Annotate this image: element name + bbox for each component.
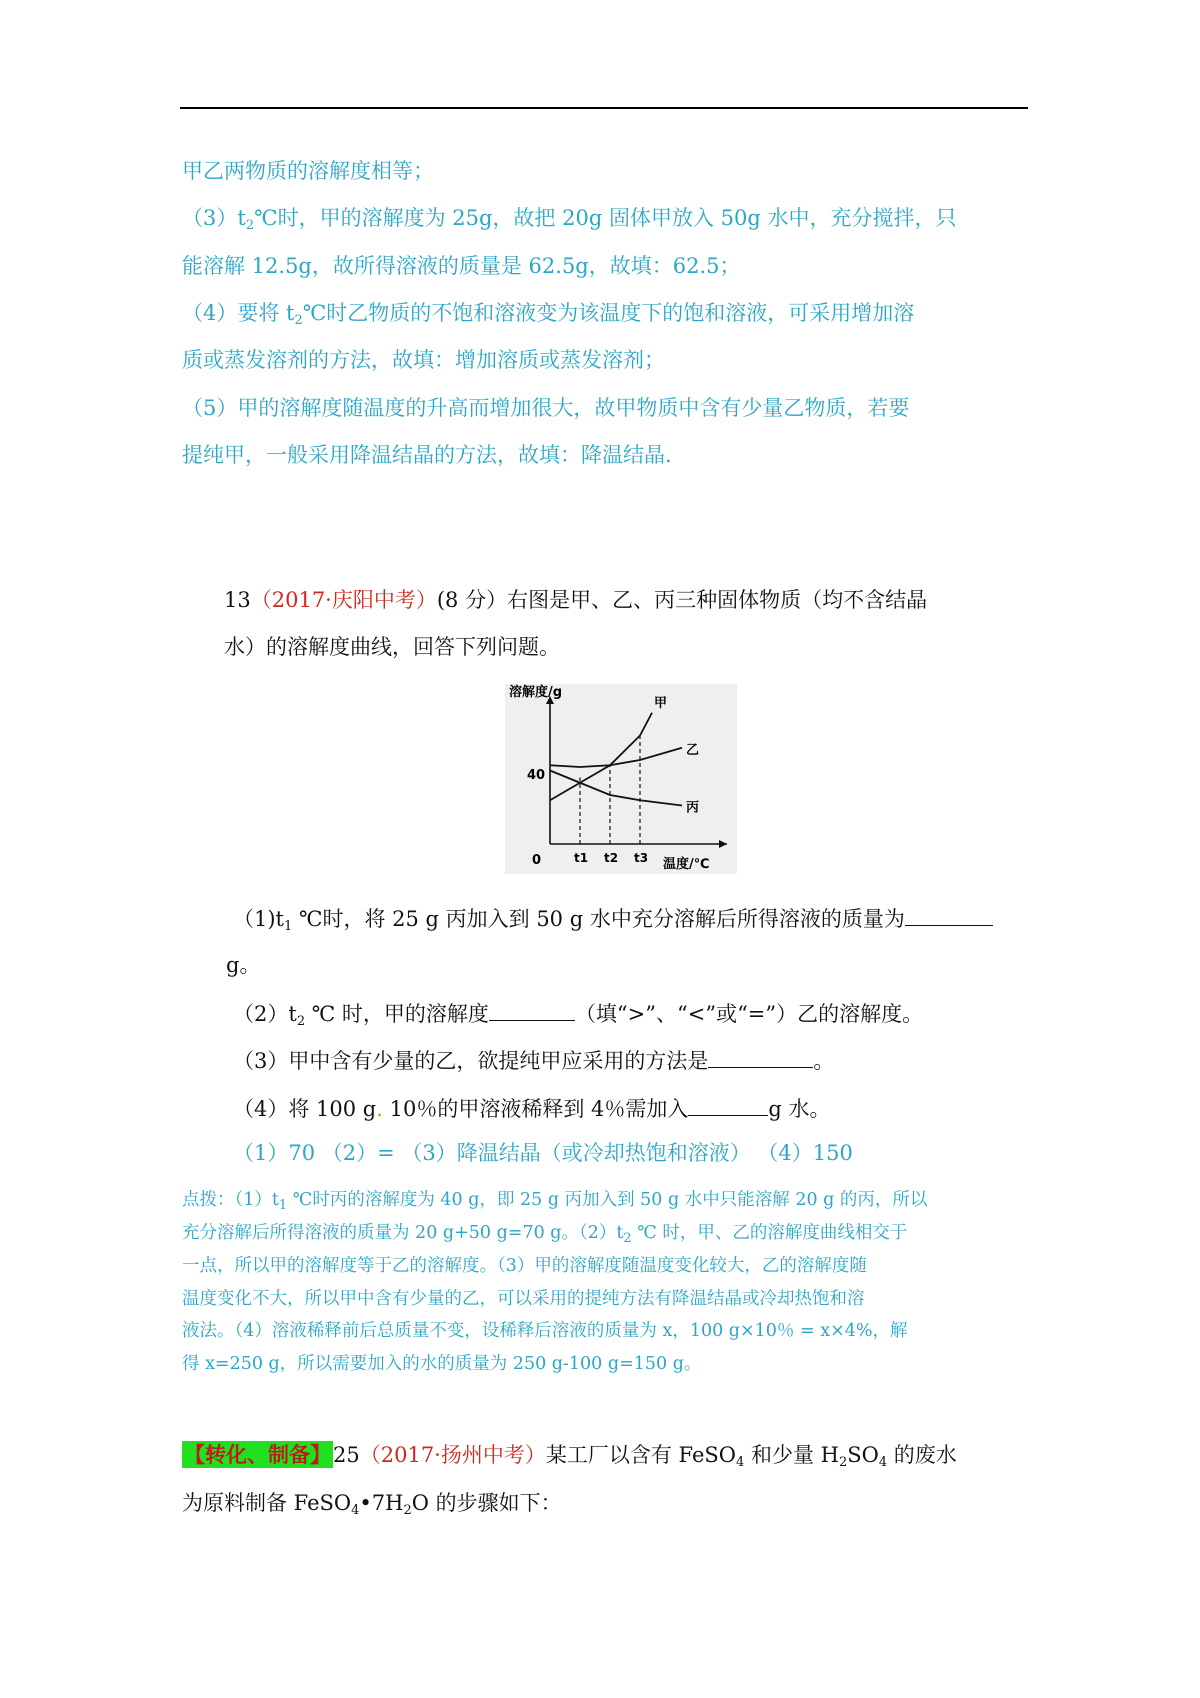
- question-13-stem: 水）的溶解度曲线，回答下列问题。: [224, 635, 560, 659]
- blank-line[interactable]: [708, 1045, 813, 1068]
- question-25-stem: 【转化、制备】25（2017·扬州中考）某工厂以含有 FeSO$_4$ 和少量 $H_2SO_4$ 的废水: [184, 1442, 957, 1470]
- question-13-stem: 13（2017·庆阳中考）(8 分）右图是甲、乙、丙三种固体物质（均不含结晶: [224, 588, 928, 612]
- series-label: 乙: [686, 742, 700, 758]
- answer-line: （5）甲的溶解度随温度的升高而增加很大，故甲物质中含有少量乙物质，若要: [182, 396, 910, 420]
- answer-line: 能溶解 12.5g，故所得溶液的质量是 62.5g，故填：62.5；: [182, 254, 741, 278]
- answer-line: $(3)t_2℃$时，甲的溶解度为 25g，故把 20g 固体甲放入 50g 水中，充分搅拌，只: [182, 206, 957, 233]
- y-tick-label: 40: [527, 768, 546, 783]
- tip-line: 一点，所以甲的溶解度等于乙的溶解度。（3）甲的溶解度随温度变化较大，乙的溶解度随: [182, 1256, 867, 1276]
- sub-question-2: $(2)t_2$ ℃ 时，甲的溶解度 （填“>”、“<”或“=”）乙的溶解度。: [233, 998, 923, 1029]
- blank-line[interactable]: [688, 1093, 768, 1116]
- sub-question-3: （3）甲中含有少量的乙，欲提纯甲应采用的方法是 。: [233, 1045, 834, 1076]
- sub-question-1-unit: g。: [226, 953, 261, 977]
- blank-line[interactable]: [489, 998, 575, 1021]
- tip-line: 点拨：$(1)t_1$ ℃时丙的溶解度为 40 g，即 25 g 丙加入到 50 g 水中只能溶解 20 g 的丙，所以: [182, 1190, 928, 1213]
- answer-line: 质或蒸发溶剂的方法，故填：增加溶质或蒸发溶剂；: [182, 348, 665, 372]
- solubility-chart: [505, 684, 737, 874]
- question-25-stem: 为原料制备 $FeSO_4•7H_2O$ 的步骤如下：: [182, 1491, 562, 1518]
- tip-line: 充分溶解后所得溶液的质量为 20 g+50 g=70 g。$(2)t_2$ ℃ 时，甲、乙的溶解度曲线相交于: [182, 1223, 908, 1246]
- series-line-0: [550, 713, 652, 801]
- x-axis-arrow: [719, 840, 727, 848]
- answer-key: （1）70 （2）= （3）降温结晶（或冷却热饱和溶液） （4）150: [233, 1141, 853, 1165]
- header-rule: [180, 107, 1028, 109]
- tip-line: 液法。（4）溶液稀释前后总质量不变，设稀释后溶液的质量为 x，100 g×10％ = x×4%，解: [182, 1321, 908, 1341]
- y-axis-label: 溶解度/g: [509, 685, 563, 700]
- series-label: 甲: [654, 695, 668, 711]
- x-tick-label: 0: [532, 853, 542, 868]
- tip-line: 得 x=250 g，所以需要加入的水的质量为 250 g-100 g=150 g。: [182, 1354, 702, 1374]
- answer-line: 甲乙两物质的溶解度相等；: [182, 159, 434, 183]
- blank-line[interactable]: [905, 903, 993, 926]
- series-label: 丙: [686, 800, 700, 816]
- x-tick-label: t3: [634, 851, 649, 865]
- x-axis-label: 温度/℃: [663, 857, 710, 872]
- sub-question-4: （4）将 100 g. 10％的甲溶液稀释到 4％需加入 g 水。: [233, 1093, 831, 1124]
- category-tag: 【转化、制备】: [184, 1442, 331, 1467]
- answer-line: 提纯甲，一般采用降温结晶的方法，故填：降温结晶.: [182, 443, 672, 467]
- x-tick-label: t2: [604, 851, 619, 865]
- answer-line: （4）要将 $t_2℃$时乙物质的不饱和溶液变为该温度下的饱和溶液，可采用增加溶: [182, 301, 915, 328]
- series-line-1: [550, 748, 682, 767]
- tip-line: 温度变化不大，所以甲中含有少量的乙，可以采用的提纯方法有降温结晶或冷却热饱和溶: [182, 1289, 865, 1309]
- x-tick-label: t1: [574, 851, 589, 865]
- sub-question-1: $(1)t_1$ ℃时，将 25 g 丙加入到 50 g 水中充分溶解后所得溶液的质量为: [233, 903, 993, 934]
